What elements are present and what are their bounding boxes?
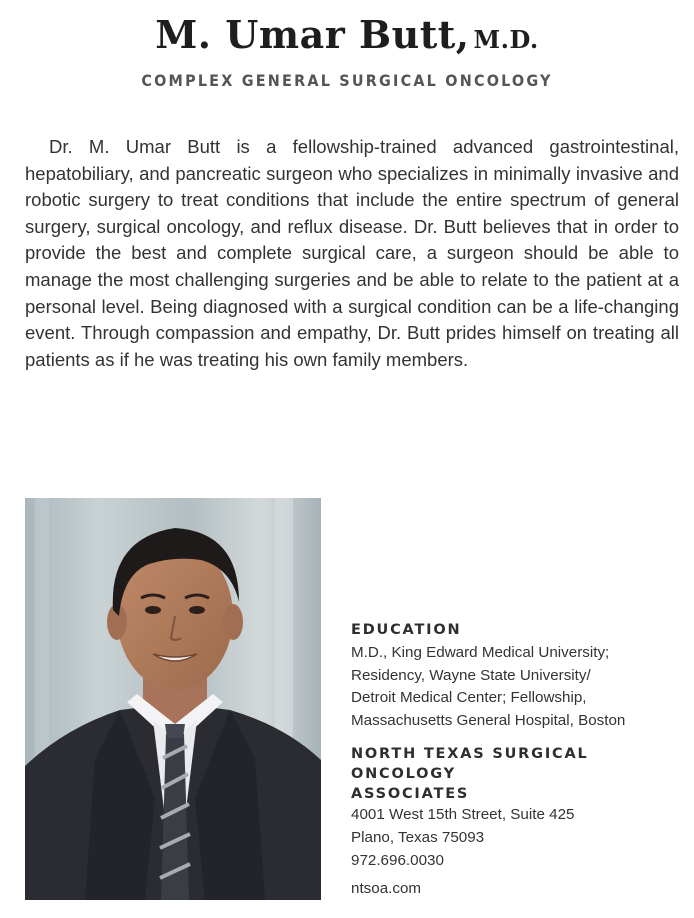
doctor-portrait [25,498,321,900]
doctor-name-text: M. Umar Butt, [155,12,470,57]
education-line: Massachusetts General Hospital, Boston [351,711,626,729]
practice-heading: NORTH TEXAS SURGICAL ONCOLOGY [351,746,589,783]
practice-heading: ASSOCIATES [351,786,470,803]
practice-address-line: 4001 West 15th Street, Suite 425 [351,806,575,824]
specialty-subtitle: COMPLEX GENERAL SURGICAL ONCOLOGY [141,71,553,90]
website-link[interactable]: ntsoa.com [351,880,422,897]
doctor-credential: M.D. [473,25,539,54]
biography-paragraph: Dr. M. Umar Butt is a fellowship-trained advanced gastrointestinal, hepatobiliary, and pancreatic surgeon who specializes in minimally invasive and robotic surgery to treat conditions that include the entire spectrum of general surgery, surgical oncology, and reflux disease. Dr. Butt believes that in order to provide the best and complete surgical care, a surgeon should be able to manage the most challenging surgeries and be able to relate to the patient at a personal level. Being diagnosed with a surgical condition can be a life-changing event. Through compassion and empathy, Dr. Butt prides himself on treating all patients as if he was treating his own family members. [25,136,679,370]
education-line: Residency, Wayne State University/ [351,666,591,684]
header [0,12,694,90]
portrait-illustration [25,498,321,900]
education-line: Detroit Medical Center; Fellowship, [351,689,587,707]
education-line: M.D., King Edward Medical University; [351,644,610,661]
education-heading: EDUCATION [351,622,462,638]
practice-phone: 972.696.0030 [351,851,444,869]
practice-block [351,744,681,872]
info-column [351,620,681,872]
doctor-name [0,12,694,63]
practice-address-line: Plano, Texas 75093 [351,828,485,846]
